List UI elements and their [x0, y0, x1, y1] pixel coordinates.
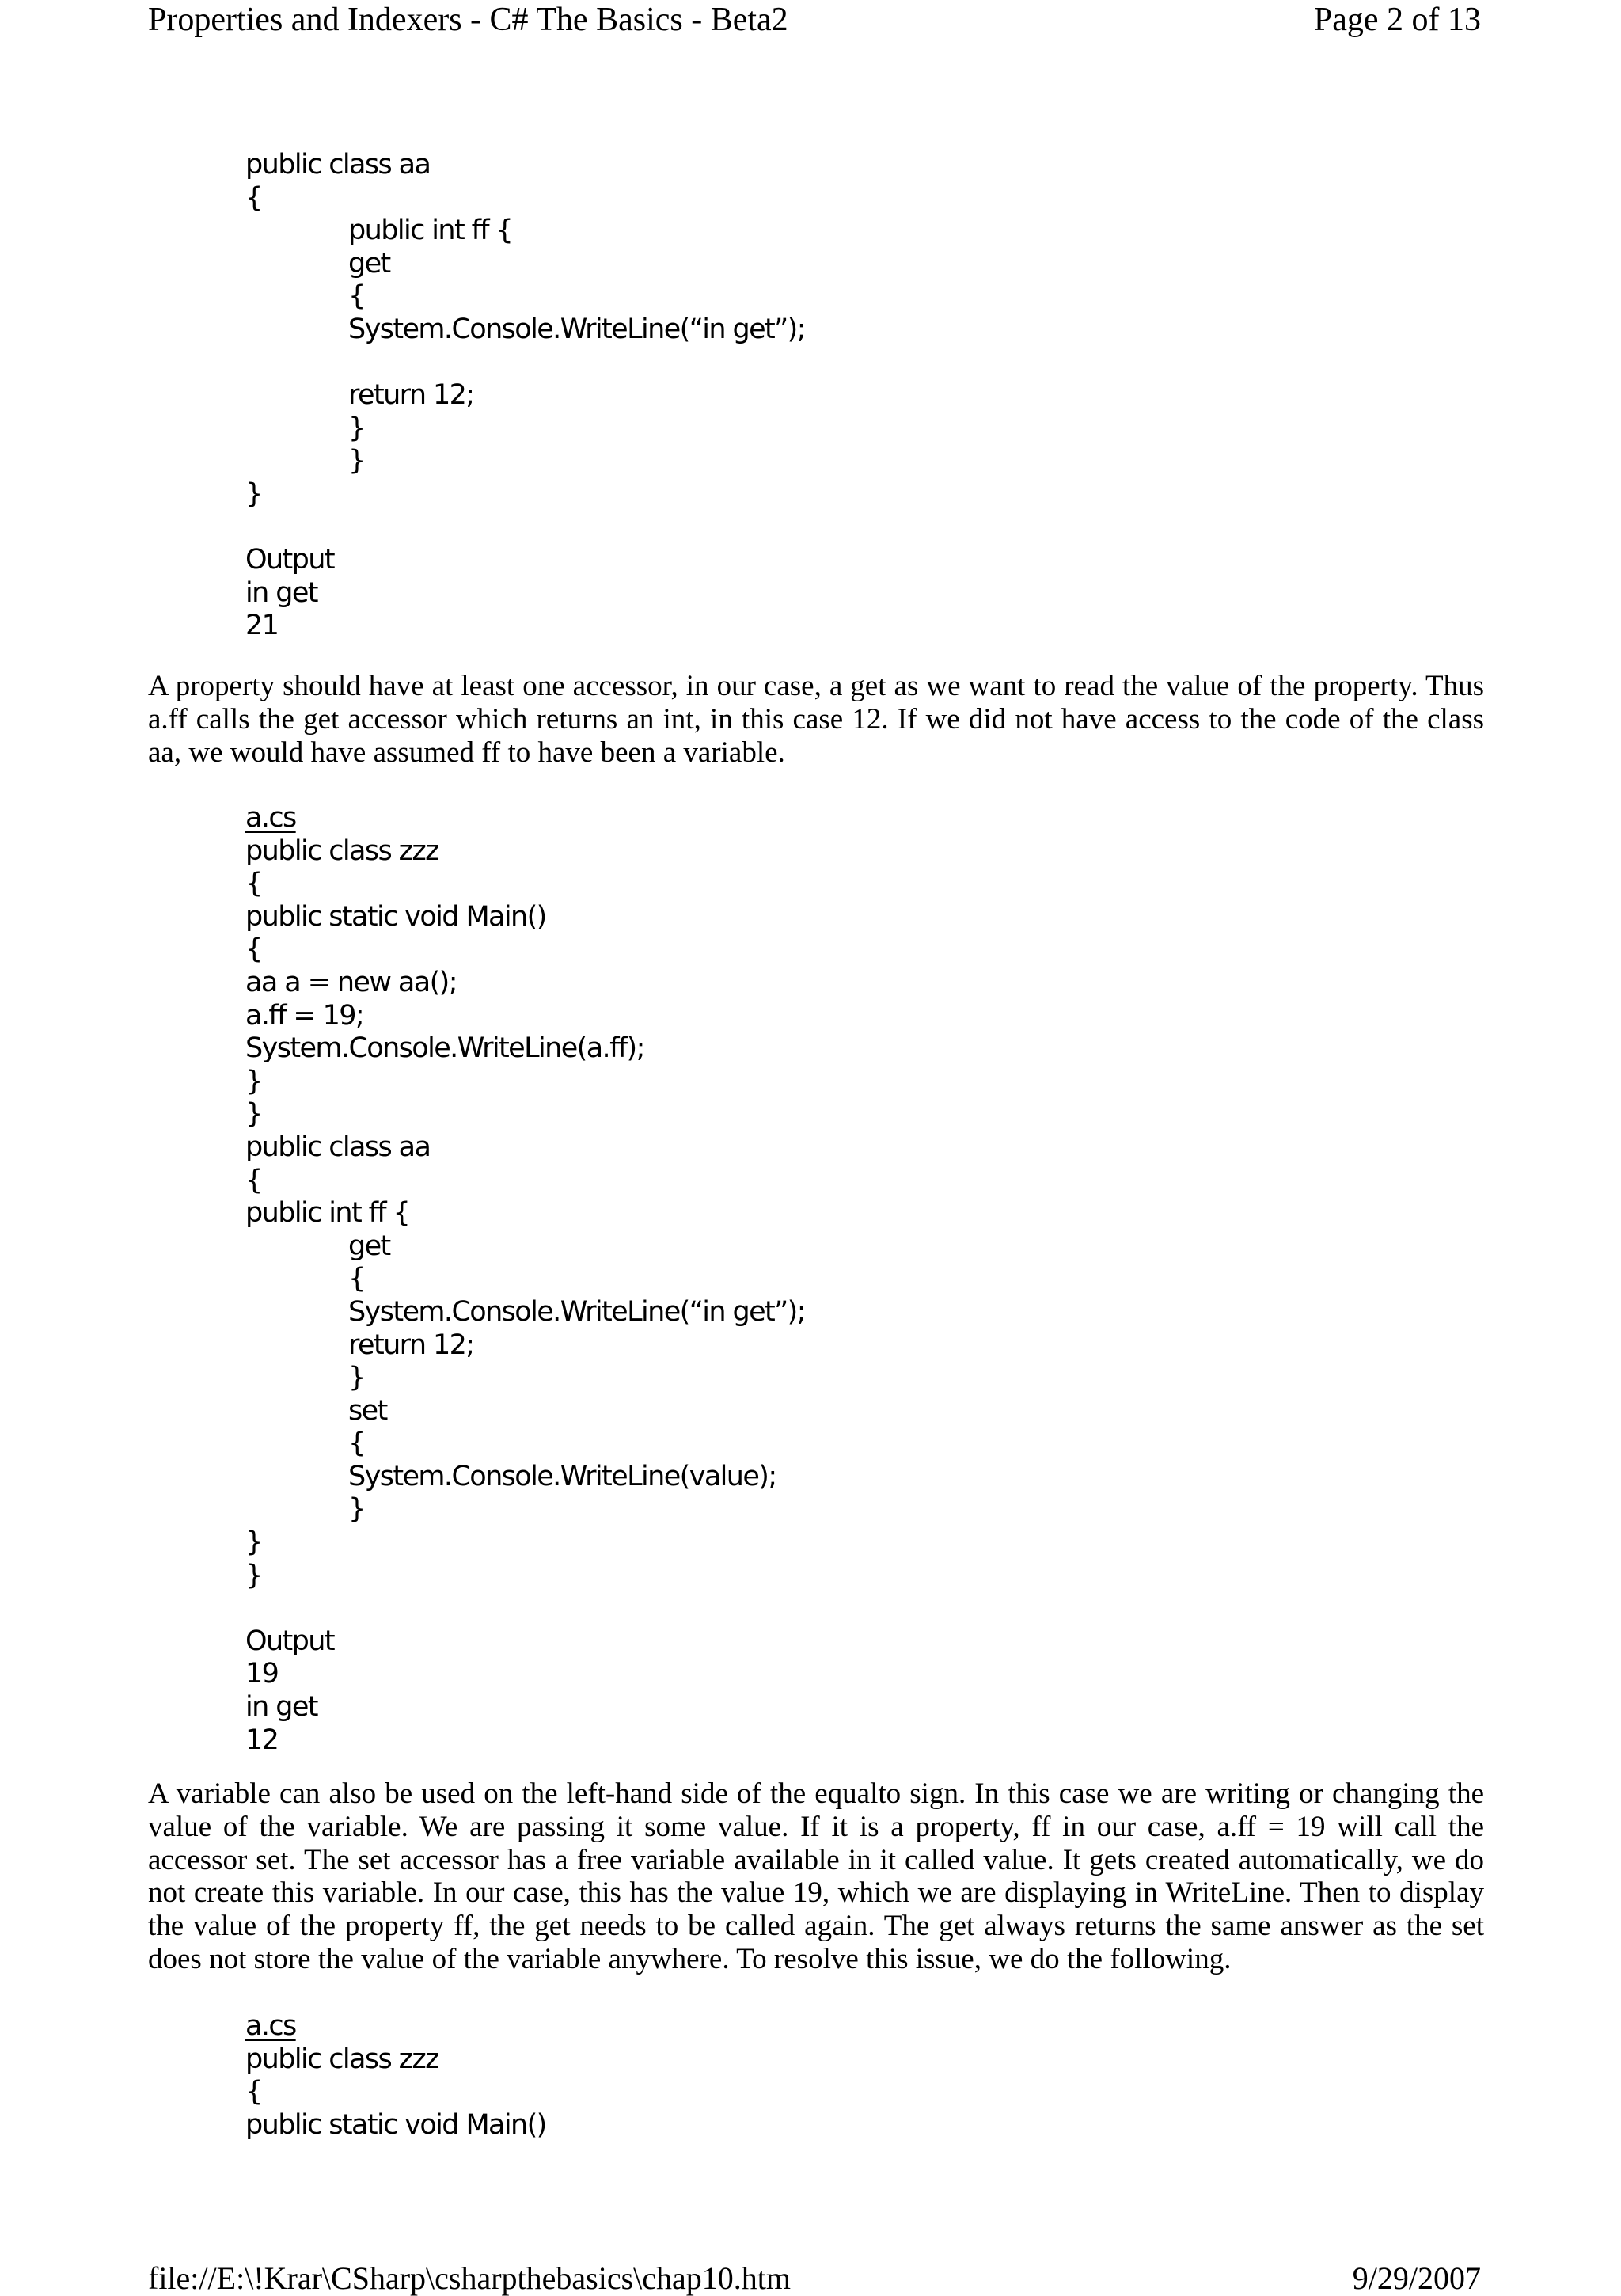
- code-line: {: [348, 1263, 365, 1295]
- code-line: {: [245, 181, 262, 214]
- output-line: 19: [245, 1658, 279, 1690]
- output-label: Output: [245, 544, 334, 576]
- code-line: }: [348, 1493, 365, 1526]
- code-line: {: [245, 933, 262, 966]
- code-line: {: [245, 1164, 262, 1196]
- code-line: set: [348, 1394, 387, 1427]
- page-number: Page 2 of 13: [1313, 2, 1481, 38]
- body-paragraph-2: A variable can also be used on the left-hand side of the equalto sign. In this case we are writing or changing the value of the variable. We are passing it some value. If it is a property, ff in our case, a.ff = 19 will call the accessor set. The set accessor has a free variable available in it called value. It gets created automatically, we do not create this variable. In our case, this has the value 19, which we are displaying in WriteLine. Then to display the value of the property ff, the get needs to be called again. The get always returns the same answer as the set does not store the value of the variable anywhere. To resolve this issue, we do the following.: [148, 1777, 1484, 1975]
- filename-label: a.cs: [245, 2010, 296, 2042]
- code-line: public class zzz: [245, 834, 438, 867]
- code-line: return 12;: [348, 379, 474, 412]
- code-line: get: [348, 247, 390, 279]
- code-line: a.ff = 19;: [245, 999, 364, 1032]
- code-line: }: [348, 1362, 365, 1394]
- code-block-2: [245, 802, 805, 1757]
- code-line: }: [245, 1559, 262, 1591]
- code-line: System.Console.WriteLine(a.ff);: [245, 1032, 644, 1065]
- body-paragraph-1: A property should have at least one accessor, in our case, a get as we want to read the value of the property. Thus a.ff calls the get accessor which returns an int, in this case 12. If we did not have access to the code of the class aa, we would have assumed ff to have been a variable.: [148, 670, 1484, 769]
- code-block-3: [245, 2010, 546, 2142]
- output-line: 21: [245, 610, 279, 642]
- page-header-title: Properties and Indexers - C# The Basics - Beta2: [148, 2, 788, 38]
- code-block-1: [245, 149, 805, 643]
- code-line: {: [245, 868, 262, 900]
- code-line: System.Console.WriteLine(“in get”);: [348, 1295, 805, 1328]
- code-line: {: [348, 280, 365, 313]
- output-line: in get: [245, 576, 317, 609]
- code-line: public class aa: [245, 149, 431, 181]
- code-line: }: [245, 1065, 262, 1097]
- code-line: }: [348, 445, 365, 477]
- code-line: public class zzz: [245, 2043, 438, 2075]
- output-line: in get: [245, 1691, 317, 1724]
- code-line: }: [245, 1526, 262, 1559]
- page-footer-date: 9/29/2007: [1352, 2260, 1481, 2296]
- code-line: public static void Main(): [245, 2108, 546, 2141]
- code-line: }: [245, 1098, 262, 1131]
- code-line: System.Console.WriteLine(“in get”);: [348, 313, 805, 345]
- filename-label: a.cs: [245, 802, 296, 834]
- output-label: Output: [245, 1625, 334, 1657]
- code-line: public class aa: [245, 1131, 431, 1163]
- code-line: aa a = new aa();: [245, 966, 457, 998]
- code-line: }: [348, 412, 365, 444]
- code-line: }: [245, 477, 262, 510]
- code-line: return 12;: [348, 1329, 474, 1361]
- page-footer-url: file://E:\!Krar\CSharp\csharpthebasics\chap10.htm: [148, 2260, 791, 2296]
- code-line: public int ff {: [348, 215, 513, 247]
- code-line: get: [348, 1230, 390, 1262]
- code-line: public int ff {: [245, 1197, 410, 1230]
- code-line: {: [348, 1427, 365, 1460]
- code-line: System.Console.WriteLine(value);: [348, 1460, 776, 1492]
- code-line: {: [245, 2076, 262, 2108]
- code-line: public static void Main(): [245, 900, 546, 933]
- output-line: 12: [245, 1724, 279, 1756]
